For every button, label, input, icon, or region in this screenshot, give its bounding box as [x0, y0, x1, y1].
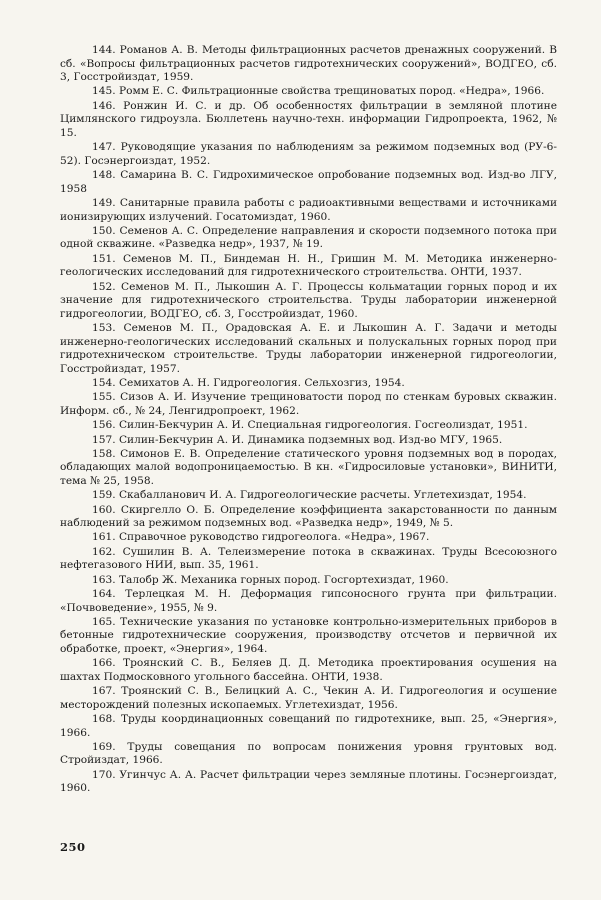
reference-entry: 170. Угинчус А. А. Расчет фильтрации через земляные плотины. Госэнергоиздат, 1960. [60, 768, 557, 795]
reference-entry: 148. Самарина В. С. Гидрохимическое опробование подземных вод. Изд-во ЛГУ, 1958 [60, 169, 557, 195]
bibliography-list [60, 44, 557, 797]
reference-entry: 156. Силин-Бекчурин А. И. Специальная гидрогеология. Госгеолиздат, 1951. [92, 419, 528, 432]
reference-entry: 164. Терлецкая М. Н. Деформация гипсоносного грунта при фильтрации. «Почвоведение», 1955, № 9. [60, 587, 557, 614]
reference-entry: 160. Скиргелло О. Б. Определение коэффициента закарстованности по данным наблюдений за режимом подземных вод. «Разведка недр», 1949, № 5. [60, 503, 557, 530]
reference-entry: 157. Силин-Бекчурин А. И. Динамика подземных вод. Изд-во МГУ, 1965. [92, 433, 503, 446]
reference-entry: 161. Справочное руководство гидрогеолога. «Недра», 1967. [92, 531, 430, 544]
reference-entry: 154. Семихатов А. Н. Гидрогеология. Сельхозгиз, 1954. [92, 377, 405, 390]
reference-entry: 159. Скабалланович И. А. Гидрогеологические расчеты. Углетехиздат, 1954. [92, 489, 527, 502]
reference-entry: 151. Семенов М. П., Биндеман Н. Н., Гришин М. М. Методика инженерно-геологических исследований для гидротехнического строительства. ОНТИ, 1937. [60, 252, 557, 279]
reference-entry: 167. Троянский С. В., Белицкий А. С., Чекин А. И. Гидрогеология и осушение месторождений полезных ископаемых. Углетехиздат, 1956. [60, 685, 557, 711]
reference-entry: 146. Ронжин И. С. и др. Об особенностях фильтрации в земляной плотине Цимлянского гидроузла. Бюллетень научно-техн. информации Гидропроекта, 1962, № 15. [60, 99, 557, 139]
reference-entry: 149. Санитарные правила работы с радиоактивными веществами и источниками ионизирующих излучений. Госатомиздат, 1960. [60, 196, 557, 223]
page-number: 250 [60, 840, 86, 854]
reference-entry: 165. Технические указания по установке контрольно-измерительных приборов в бетонные гидротехнические сооружения, производству отсчетов и первичной их обработке, проект, «Энергия», 1964. [60, 615, 557, 655]
reference-entry: 162. Сушилин В. А. Телеизмерение потока в скважинах. Труды Всесоюзного нефтегазового НИИ, вып. 35, 1961. [60, 545, 557, 572]
reference-entry: 169. Труды совещания по вопросам понижения уровня грунтовых вод. Стройиздат, 1966. [60, 740, 557, 767]
reference-entry: 153. Семенов М. П., Орадовская А. Е. и Лыкошин А. Г. Задачи и методы инженерно-геологических исследований скальных и полускальных горных пород при гидротехническом строительстве. Труды лаборатории инженерной гидрогеологии, Госстройиздат, 1957. [60, 322, 557, 375]
reference-entry: 158. Симонов Е. В. Определение статического уровня подземных вод в породах, обладающих малой водопроницаемостью. В кн. «Гидросиловые установки», ВИНИТИ, тема № 25, 1958. [60, 447, 557, 488]
reference-entry: 144. Романов А. В. Методы фильтрационных расчетов дренажных сооружений. В сб. «Вопросы фильтрационных расчетов гидротехнических сооружений», ВОДГЕО, сб. 3, Госстройиздат, 1959. [60, 44, 557, 84]
reference-entry: 166. Троянский С. В., Беляев Д. Д. Методика проектирования осушения на шахтах Подмосковного угольного бассейна. ОНТИ, 1938. [60, 657, 557, 683]
reference-entry: 147. Руководящие указания по наблюдениям за режимом подземных вод (РУ-6-52). Госэнергоиздат, 1952. [60, 141, 557, 167]
reference-entry: 152. Семенов М. П., Лыкошин А. Г. Процессы кольматации горных пород и их значение для гидротехнического строительства. Труды лаборатории инженерной гидрогеологии, ВОДГЕО, сб. 3, Госстройиздат, 1960. [60, 280, 557, 320]
reference-entry: 163. Талобр Ж. Механика горных пород. Госгортехиздат, 1960. [92, 573, 449, 586]
reference-entry: 168. Труды координационных совещаний по гидротехнике, вып. 25, «Энергия», 1966. [60, 713, 557, 739]
reference-entry: 145. Ромм Е. С. Фильтрационные свойства трещиноватых пород. «Недра», 1966. [92, 85, 545, 98]
reference-entry: 150. Семенов А. С. Определение направления и скорости подземного потока при одной скважине. «Разведка недр», 1937, № 19. [60, 224, 557, 251]
reference-entry: 155. Сизов А. И. Изучение трещиноватости пород по стенкам буровых скважин. Информ. сб., № 24, Ленгидропроект, 1962. [60, 391, 557, 417]
